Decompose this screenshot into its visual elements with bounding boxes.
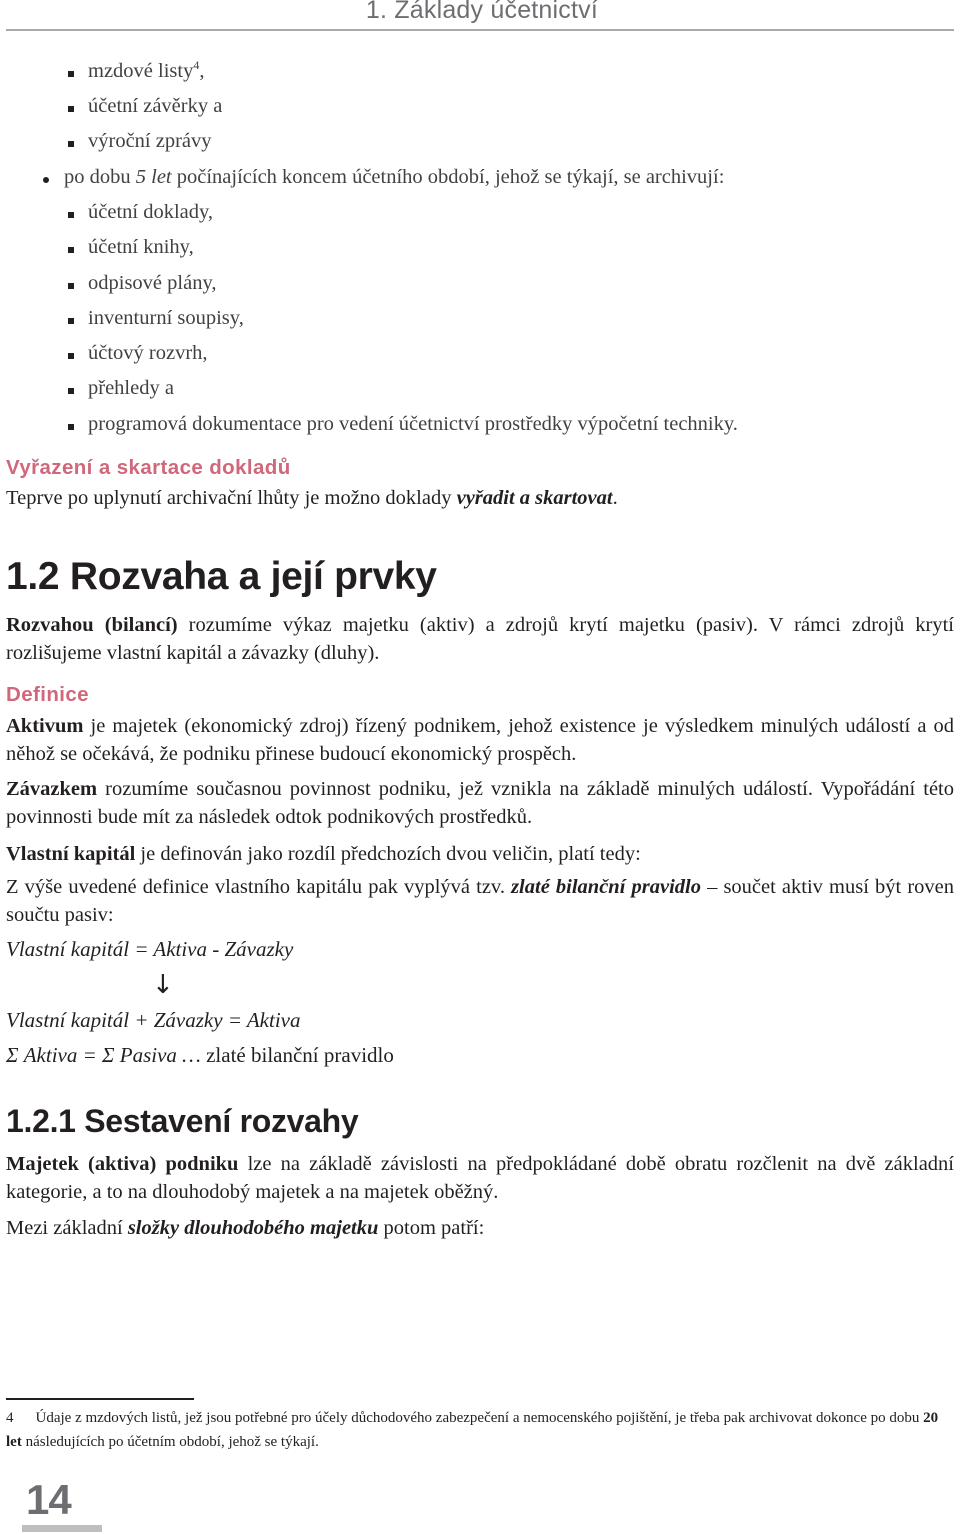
square-bullet-icon [68,141,74,147]
square-bullet-icon [68,247,74,253]
list-item: účetní doklady, [88,201,214,223]
vlastni-kapital-definition: Vlastní kapitál je definován jako rozdíl předchozích dvou veličin, platí tedy: [6,843,641,865]
arrow-down-icon: ↓ [152,970,174,1000]
header-rule [6,29,954,31]
list-item: účtový rozvrh, [88,342,208,364]
list-item: mzdové listy$^4$, [88,58,205,82]
subheading-definice: Definice [6,683,89,706]
list-item: účetní závěrky a [88,95,223,117]
zavazek-definition: Závazkem rozumíme současnou povinnost podniku, jež vznikla na základě minulých událostí. Vypořádání této povinnosti bude mít za následek odtok podnikových prostředků. [6,778,954,828]
formula-golden-rule: Σ Aktiva = Σ Pasiva … zlaté bilanční pravidlo [6,1043,394,1067]
list-item: přehledy a [88,377,174,399]
square-bullet-icon [68,424,74,430]
list-item: účetní knihy, [88,236,194,258]
list-item: programová dokumentace pro vedení účetnictví prostředky výpočetní techniky. [88,413,738,435]
list-item: odpisové plány, [88,272,217,294]
square-bullet-icon [68,318,74,324]
square-bullet-icon [68,388,74,394]
formula-equity: Vlastní kapitál = Aktiva - Závazky [6,937,294,961]
formula-balance: Vlastní kapitál + Závazky = Aktiva [6,1008,301,1032]
dlouhodoby-majetek-paragraph: Mezi základní složky dlouhodobého majetku potom patří: [6,1217,485,1239]
skartace-paragraph: Teprve po uplynutí archivační lhůty je možno doklady vyřadit a skartovat. [6,487,618,509]
rozvaha-intro-paragraph: Rozvahou (bilancí) rozumíme výkaz majetku (aktiv) a zdrojů krytí majetku (pasiv). V rámci zdrojů krytí rozlišujeme vlastní kapitál a závazky (dluhy). [6,614,954,664]
footnote-number: 4 [6,1410,14,1426]
footnote: 4 Údaje z mzdových listů, jež jsou potřebné pro účely důchodového zabezpečení a nemocenského pojištění, je třeba pak archivovat dokonce po dobu 20 let následujících po účetním období, jehož se týkají. [6,1410,939,1450]
running-header-title: 1. Základy účetnictví [365,0,598,24]
page-number-bar [22,1525,102,1532]
square-bullet-icon [68,106,74,112]
square-bullet-icon [68,71,74,77]
aktivum-definition: Aktivum je majetek (ekonomický zdroj) řízený podnikem, jehož existence je výsledkem minulých událostí a od něhož se očekává, že podniku přinese budoucí ekonomický prospěch. [6,715,954,765]
page-number: 14 [26,1476,71,1523]
round-bullet-icon [43,177,49,183]
footnote-rule [6,1398,194,1400]
footnote-ref[interactable]: 4 [193,58,200,72]
golden-rule-paragraph: Z výše uvedené definice vlastního kapitálu pak vyplývá tzv. zlaté bilanční pravidlo – součet aktiv musí být roven součtu pasiv: [6,876,954,926]
list-item-5-years: po dobu 5 let počínajících koncem účetního období, jehož se týkají, se archivují: [64,166,725,188]
majetek-paragraph: Majetek (aktiva) podniku lze na základě závislosti na předpokládané době obratu rozčlenit na dvě základní kategorie, a to na dlouhodobý majetek a na majetek oběžný. [6,1153,954,1203]
list-item: výroční zprávy [88,130,212,152]
square-bullet-icon [68,212,74,218]
section-heading-1-2: 1.2 Rozvaha a její prvky [6,555,437,598]
subheading-skartace: Vyřazení a skartace dokladů [6,456,291,479]
square-bullet-icon [68,283,74,289]
square-bullet-icon [68,353,74,359]
list-item: inventurní soupisy, [88,307,244,329]
section-heading-1-2-1: 1.2.1 Sestavení rozvahy [6,1103,359,1139]
